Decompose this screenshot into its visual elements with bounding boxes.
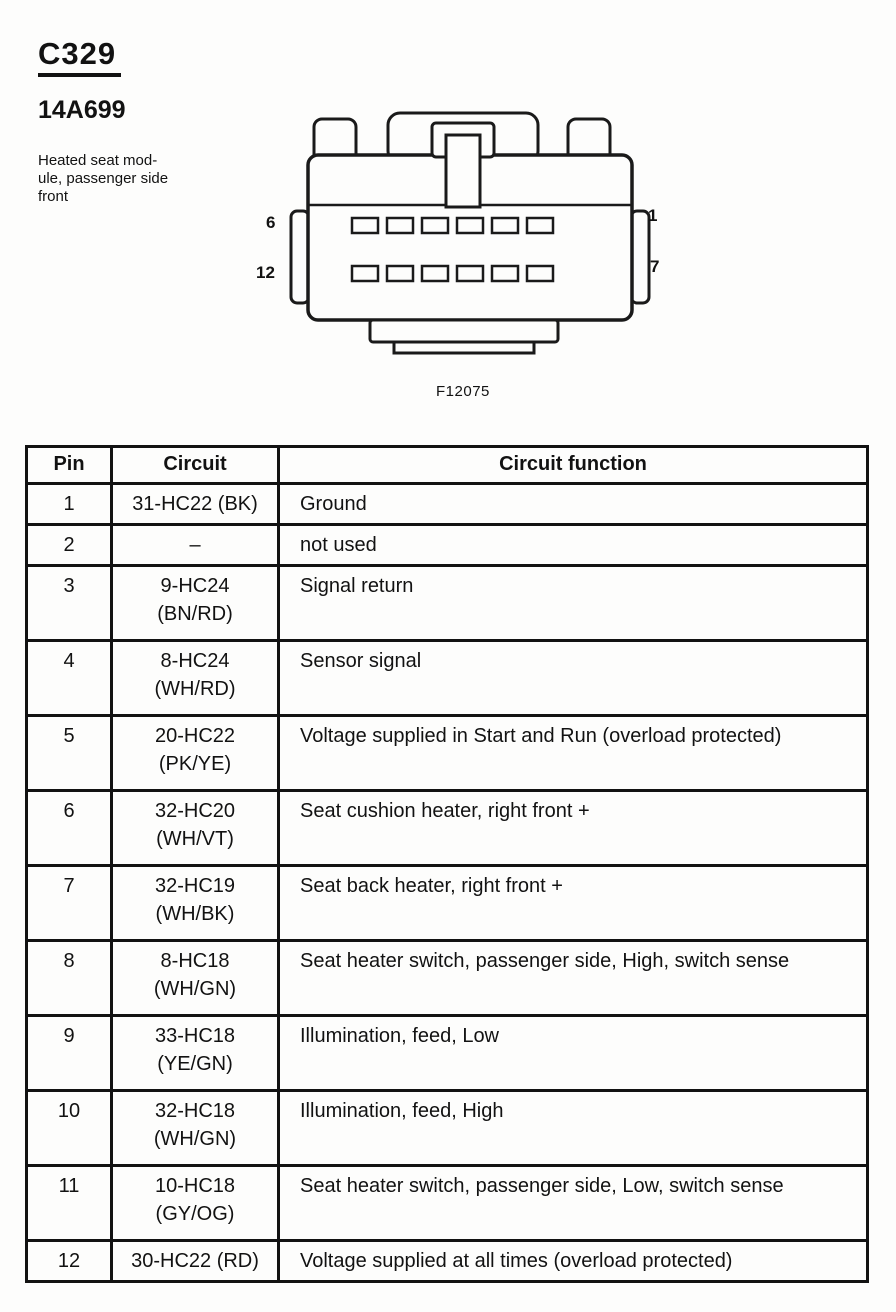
header-row <box>27 447 868 484</box>
pin-number: 9 <box>27 1016 112 1091</box>
circuit-code <box>112 1241 279 1282</box>
circuit-function: not used <box>279 525 868 566</box>
pin-socket <box>457 266 483 281</box>
pin-socket <box>352 218 378 233</box>
table-row <box>27 1241 868 1282</box>
pin-number: 10 <box>27 1091 112 1166</box>
circuit-line: (YE/GN) <box>157 1053 233 1075</box>
circuit-code <box>112 1016 279 1091</box>
pin-socket <box>422 266 448 281</box>
table-row <box>27 941 868 1016</box>
circuit-function: Voltage supplied in Start and Run (overload protected) <box>279 716 868 791</box>
circuit-line: 32-HC18 <box>154 1100 236 1122</box>
table-row <box>27 791 868 866</box>
bottom-step-outer <box>370 320 558 342</box>
circuit-code <box>112 866 279 941</box>
pin-number-label-6: 6 <box>266 213 276 232</box>
pin-number: 4 <box>27 641 112 716</box>
bottom-step-inner <box>394 342 534 353</box>
circuit-line: 8-HC18 <box>160 950 230 972</box>
circuit-code <box>112 566 279 641</box>
circuit-function: Seat back heater, right front + <box>279 866 868 941</box>
circuit-line: 20-HC22 <box>154 725 236 747</box>
circuit-function: Ground <box>279 484 868 525</box>
pin-number: 2 <box>27 525 112 566</box>
circuit-line: (PK/YE) <box>158 753 232 775</box>
circuit-line: (WH/BK) <box>155 903 235 925</box>
pin-socket <box>387 218 413 233</box>
pin-table-header <box>27 447 868 484</box>
circuit-line: 9-HC24 <box>160 575 230 597</box>
pin-number: 5 <box>27 716 112 791</box>
circuit-function: Seat heater switch, passenger side, High, switch sense <box>279 941 868 1016</box>
description-line: Heated seat mod- <box>38 152 158 169</box>
circuit-code <box>112 525 279 566</box>
circuit-line: (GY/OG) <box>155 1203 235 1225</box>
pin-socket <box>457 218 483 233</box>
circuit-code <box>112 1091 279 1166</box>
pin-number: 3 <box>27 566 112 641</box>
circuit-code <box>112 1166 279 1241</box>
table-row <box>27 641 868 716</box>
pin-table <box>25 445 869 1283</box>
pin-number: 8 <box>27 941 112 1016</box>
pin-socket <box>352 266 378 281</box>
pin-number: 12 <box>27 1241 112 1282</box>
circuit-function: Signal return <box>279 566 868 641</box>
circuit-line: (WH/GN) <box>153 1128 237 1150</box>
pin-number-label-7: 7 <box>650 257 660 276</box>
circuit-code <box>112 641 279 716</box>
circuit-function: Voltage supplied at all times (overload protected) <box>279 1241 868 1282</box>
circuit-function: Seat cushion heater, right front + <box>279 791 868 866</box>
latch-channel <box>446 135 480 207</box>
description-line: front <box>38 188 69 205</box>
connector-description <box>38 152 168 206</box>
table-row <box>27 1166 868 1241</box>
connector-id-title: C329 <box>38 36 121 77</box>
circuit-function: Illumination, feed, High <box>279 1091 868 1166</box>
pin-number-label-1: 1 <box>648 206 658 225</box>
circuit-code <box>112 484 279 525</box>
circuit-line: (WH/VT) <box>156 828 234 850</box>
circuit-line: (WH/GN) <box>153 978 237 1000</box>
circuit-code <box>112 941 279 1016</box>
table-row <box>27 484 868 525</box>
figure-caption: F12075 <box>436 383 490 400</box>
table-row <box>27 716 868 791</box>
circuit-function: Sensor signal <box>279 641 868 716</box>
circuit-line: 32-HC20 <box>154 800 236 822</box>
pin-socket <box>422 218 448 233</box>
circuit-line: (WH/RD) <box>154 678 236 700</box>
circuit-line: 31-HC22 (BK) <box>132 493 258 515</box>
circuit-line: 8-HC24 <box>160 650 230 672</box>
part-number: 14A699 <box>38 96 126 124</box>
pin-number-label-12: 12 <box>256 263 275 282</box>
table-row <box>27 1091 868 1166</box>
table-row <box>27 566 868 641</box>
circuit-function: Seat heater switch, passenger side, Low, switch sense <box>279 1166 868 1241</box>
circuit-code <box>112 791 279 866</box>
col-header-function: Circuit function <box>279 447 868 484</box>
pin-table-body <box>27 484 868 1282</box>
circuit-line: 32-HC19 <box>154 875 236 897</box>
description-line: ule, passenger side <box>38 170 169 187</box>
circuit-function: Illumination, feed, Low <box>279 1016 868 1091</box>
pin-number: 6 <box>27 791 112 866</box>
table-row <box>27 1016 868 1091</box>
pin-socket <box>387 266 413 281</box>
table-row <box>27 866 868 941</box>
pin-socket <box>492 218 518 233</box>
circuit-code <box>112 716 279 791</box>
col-header-pin: Pin <box>27 447 112 484</box>
pin-number: 1 <box>27 484 112 525</box>
table-row <box>27 525 868 566</box>
pin-socket <box>527 266 553 281</box>
pin-number: 11 <box>27 1166 112 1241</box>
connector-diagram <box>270 105 670 370</box>
pin-number: 7 <box>27 866 112 941</box>
circuit-line: 33-HC18 <box>154 1025 236 1047</box>
circuit-line: 10-HC18 <box>154 1175 236 1197</box>
pin-socket <box>527 218 553 233</box>
circuit-line: (BN/RD) <box>157 603 233 625</box>
pin-socket <box>492 266 518 281</box>
circuit-line: 30-HC22 (RD) <box>131 1250 259 1272</box>
col-header-circuit: Circuit <box>112 447 279 484</box>
circuit-line: – <box>189 534 201 556</box>
